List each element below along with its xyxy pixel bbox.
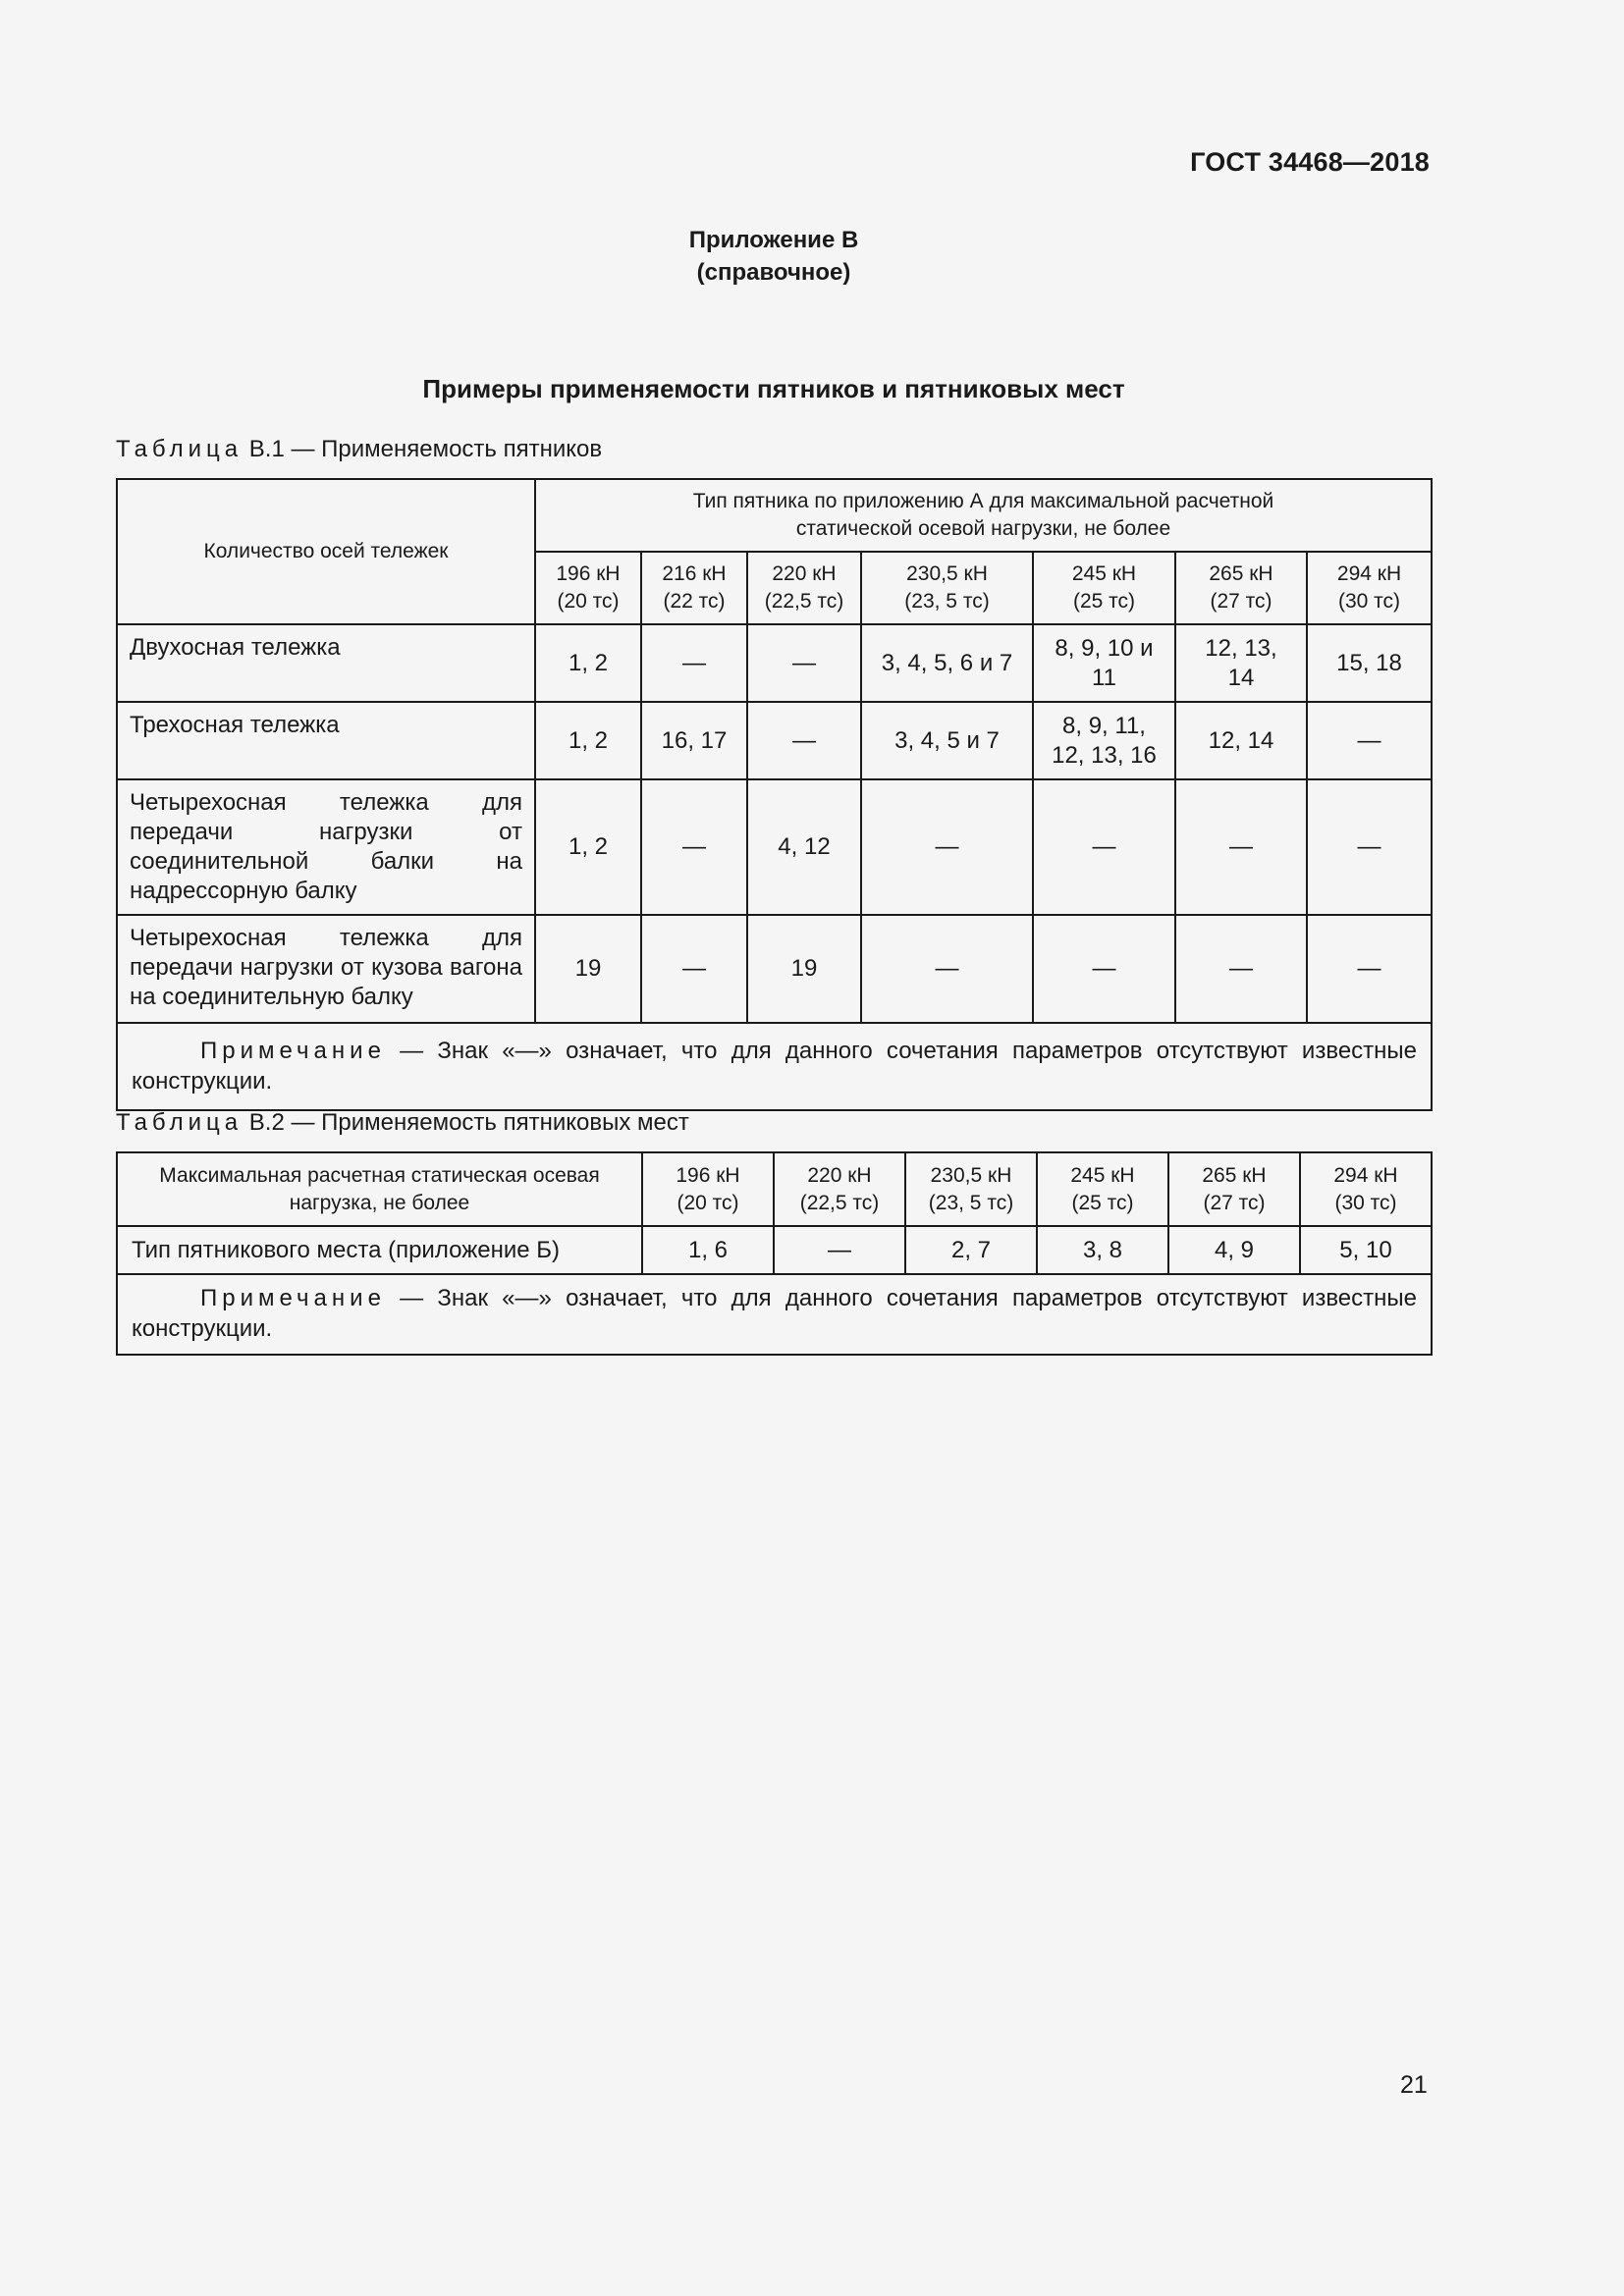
table1-group-header: Тип пятника по приложению А для максимальной расчетной статической осевой нагрузки, не более — [535, 479, 1432, 552]
document-code: ГОСТ 34468—2018 — [1190, 147, 1430, 177]
table2-note-row — [117, 1274, 1432, 1355]
table1-caption — [116, 436, 602, 463]
section-title: Примеры применяемости пятников и пятниковых мест — [422, 374, 1125, 403]
table-cell: 1, 6 — [642, 1226, 774, 1274]
table1-row-header: Количество осей тележек — [117, 479, 535, 624]
note-label: Примечание — [200, 1285, 386, 1311]
table-cell: 12, 13, 14 — [1175, 624, 1307, 702]
table1-note-row — [117, 1023, 1432, 1110]
table-cell: — — [1307, 702, 1432, 779]
note-label: Примечание — [200, 1037, 386, 1064]
table-cell: 15, 18 — [1307, 624, 1432, 702]
note-text: — Знак «—» означает, что для данного сочетания параметров отсутствуют известные конструкции. — [132, 1285, 1417, 1342]
note-text: — Знак «—» означает, что для данного сочетания параметров отсутствуют известные конструкции. — [132, 1037, 1418, 1095]
table1-col-header: 245 кН (25 тс) — [1033, 552, 1175, 624]
table2-col-header: 220 кН (22,5 тс) — [774, 1152, 905, 1226]
table-cell: 1, 2 — [535, 779, 641, 915]
row-label: Тип пятникового места (приложение Б) — [117, 1226, 642, 1274]
table-cell: 1, 2 — [535, 624, 641, 702]
table-cell: — — [641, 624, 747, 702]
table-cell: 19 — [747, 915, 861, 1023]
table2-col-header: 294 кН (30 тс) — [1300, 1152, 1432, 1226]
appendix-heading — [0, 224, 1547, 289]
table-cell: — — [641, 915, 747, 1023]
table-cell: — — [1307, 779, 1432, 915]
table-cell: 16, 17 — [641, 702, 747, 779]
table-cell: 5, 10 — [1300, 1226, 1432, 1274]
appendix-subtitle: (справочное) — [696, 259, 851, 286]
table-row — [117, 915, 1432, 1023]
table-cell: — — [774, 1226, 905, 1274]
row-label: Двухосная тележка — [117, 624, 535, 702]
table2-col-header: 230,5 кН (23, 5 тс) — [905, 1152, 1037, 1226]
table-cell: 3, 4, 5, 6 и 7 — [861, 624, 1033, 702]
table2-col-header: 265 кН (27 тс) — [1168, 1152, 1300, 1226]
table-cell: 4, 12 — [747, 779, 861, 915]
table-cell: — — [1175, 915, 1307, 1023]
table-b2 — [116, 1151, 1433, 1356]
row-label: Четырехосная тележка для передачи нагрузки от кузова вагона на соединительную балку — [117, 915, 535, 1023]
table1-caption-prefix: Таблица — [116, 436, 244, 462]
table-row — [117, 779, 1432, 915]
table-cell: — — [861, 915, 1033, 1023]
table2-caption-rest: В.2 — Применяемость пятниковых мест — [243, 1109, 689, 1136]
table-cell: — — [747, 702, 861, 779]
table-cell: — — [1175, 779, 1307, 915]
table2-col-header: 245 кН (25 тс) — [1037, 1152, 1168, 1226]
table-cell: 4, 9 — [1168, 1226, 1300, 1274]
table1-caption-rest: В.1 — Применяемость пятников — [243, 436, 603, 462]
table2-header-row — [117, 1152, 1432, 1226]
table1-header-row-1 — [117, 479, 1432, 552]
table-row — [117, 702, 1432, 779]
table2-note — [117, 1274, 1432, 1355]
table1-col-header: 230,5 кН (23, 5 тс) — [861, 552, 1033, 624]
table-cell: 8, 9, 11, 12, 13, 16 — [1033, 702, 1175, 779]
table-cell: — — [747, 624, 861, 702]
table1-col-header: 265 кН (27 тс) — [1175, 552, 1307, 624]
table-cell: 2, 7 — [905, 1226, 1037, 1274]
table2-caption-prefix: Таблица — [116, 1109, 244, 1136]
table-cell: — — [1033, 915, 1175, 1023]
table-row — [117, 624, 1432, 702]
table1-col-header: 294 кН (30 тс) — [1307, 552, 1432, 624]
table1-col-header: 196 кН (20 тс) — [535, 552, 641, 624]
table-cell: — — [1307, 915, 1432, 1023]
table1-col-header: 220 кН (22,5 тс) — [747, 552, 861, 624]
table-cell: — — [1033, 779, 1175, 915]
table1-col-header: 216 кН (22 тс) — [641, 552, 747, 624]
table2-col-header: 196 кН (20 тс) — [642, 1152, 774, 1226]
table2-caption — [116, 1109, 689, 1137]
table-cell: 3, 8 — [1037, 1226, 1168, 1274]
table-cell: 8, 9, 10 и 11 — [1033, 624, 1175, 702]
table-cell: 12, 14 — [1175, 702, 1307, 779]
page-number: 21 — [1400, 2071, 1428, 2099]
row-label: Трехосная тележка — [117, 702, 535, 779]
table-b1 — [116, 478, 1433, 1111]
table-cell: — — [641, 779, 747, 915]
table1-note — [117, 1023, 1432, 1110]
table2-row-header: Максимальная расчетная статическая осевая нагрузка, не более — [117, 1152, 642, 1226]
table-cell: — — [861, 779, 1033, 915]
row-label: Четырехосная тележка для передачи нагрузки от соединительной балки на надрессорную балку — [117, 779, 535, 915]
table-cell: 1, 2 — [535, 702, 641, 779]
table-row — [117, 1226, 1432, 1274]
appendix-title: Приложение В — [688, 227, 859, 253]
table-cell: 3, 4, 5 и 7 — [861, 702, 1033, 779]
table-cell: 19 — [535, 915, 641, 1023]
